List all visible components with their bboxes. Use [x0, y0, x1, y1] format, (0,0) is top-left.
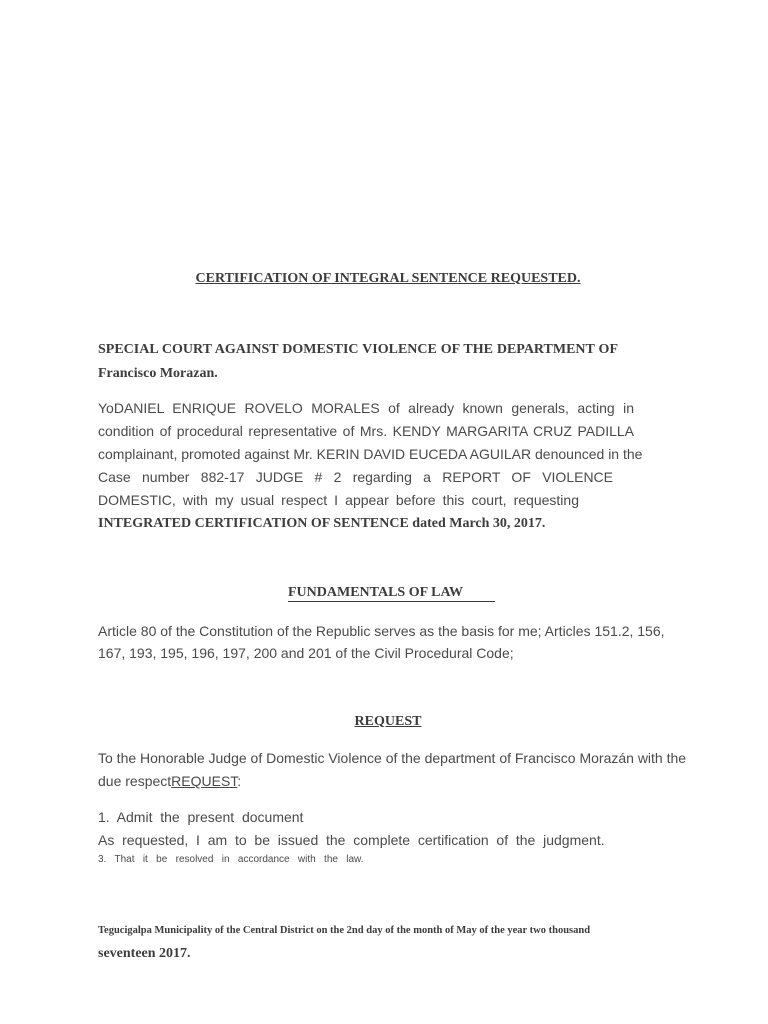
- fundamentals-line: Article 80 of the Constitution of the Republic serves as the basis for me; Articles 151.2, 156,: [98, 623, 665, 639]
- request-line-2: [98, 770, 682, 793]
- intro-line: condition of procedural representative of Mrs. KENDY MARGARITA CRUZ PADILLA: [98, 423, 634, 439]
- fundamentals-heading: FUNDAMENTALS OF LAW: [288, 585, 464, 600]
- request-prefix: due respect: [98, 773, 172, 789]
- intro-paragraph: [98, 397, 643, 535]
- fundamentals-heading-wrap: [288, 585, 495, 602]
- closing-line-1: Tegucigalpa Municipality of the Central District on the 2nd day of the month of May of the year two thousand: [98, 925, 591, 936]
- intro-bold-line: INTEGRATED CERTIFICATION OF SENTENCE dated March 30, 2017.: [98, 516, 546, 531]
- intro-line: YoDANIEL ENRIQUE ROVELO MORALES of already known generals, acting in: [98, 400, 634, 416]
- request-suffix: :: [237, 773, 242, 789]
- intro-line: complainant, promoted against Mr. KERIN DAVID EUCEDA AGUILAR denounced in the: [98, 446, 643, 462]
- intro-line: Case number 882-17 JUDGE # 2 regarding a REPORT OF VIOLENCE: [98, 469, 613, 485]
- intro-line: DOMESTIC, with my usual respect I appear before this court, requesting: [98, 492, 579, 508]
- court-name-line-1: SPECIAL COURT AGAINST DOMESTIC VIOLENCE OF THE DEPARTMENT OF: [98, 342, 618, 357]
- request-keyword: REQUEST: [171, 773, 238, 789]
- request-item-3: 3. That it be resolved in accordance with the law.: [98, 854, 364, 865]
- court-name: [98, 338, 618, 386]
- fundamentals-line: 167, 193, 195, 196, 197, 200 and 201 of the Civil Procedural Code;: [98, 645, 514, 661]
- closing-line-2: seventeen 2017.: [98, 946, 191, 961]
- document-title: CERTIFICATION OF INTEGRAL SENTENCE REQUESTED.: [195, 271, 581, 286]
- request-line-1: To the Honorable Judge of Domestic Violence of the department of Francisco Morazán with the: [98, 750, 687, 766]
- request-item-1: 1. Admit the present document: [98, 809, 304, 825]
- request-paragraph: [98, 747, 687, 793]
- request-heading: REQUEST: [354, 714, 422, 729]
- fundamentals-paragraph: [98, 620, 665, 664]
- request-item-2: As requested, I am to be issued the complete certification of the judgment.: [98, 832, 605, 848]
- court-name-line-2: Francisco Morazan.: [98, 366, 218, 381]
